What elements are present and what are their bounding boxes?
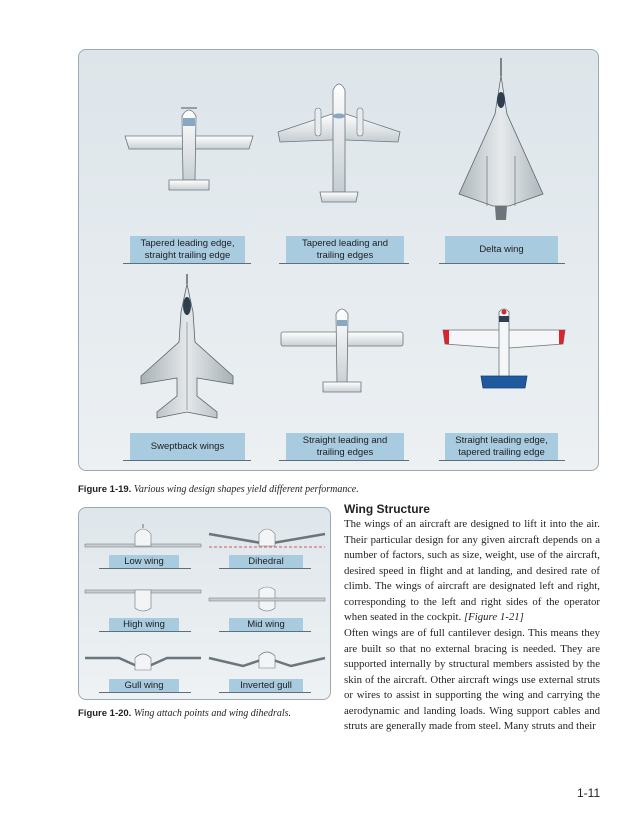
label-underline [99, 568, 191, 569]
tapered-both-edges-aircraft-illustration [274, 80, 404, 210]
figure-caption-text: Wing attach points and wing dihedrals. [133, 708, 292, 719]
inverted-gull-aircraft-illustration [207, 644, 327, 678]
label-underline [99, 692, 191, 693]
straight-edges-aircraft-illustration [277, 308, 407, 408]
label-underline [279, 263, 409, 264]
label-underline [123, 460, 251, 461]
label-high-wing: High wing [109, 618, 179, 631]
mid-wing-aircraft-illustration [207, 582, 327, 616]
label-dihedral: Dihedral [229, 555, 303, 568]
low-wing-aircraft-illustration [83, 522, 203, 556]
paragraph-2 [344, 626, 600, 735]
gull-wing-aircraft-illustration [83, 644, 203, 678]
label-underline [219, 692, 311, 693]
label-straight-leading-and-trailing: Straight leading and trailing edges [286, 433, 404, 460]
figure-1-19-caption [78, 484, 359, 495]
label-tapered-leading-straight-trailing: Tapered leading edge, straight trailing edge [130, 236, 245, 263]
figure-number: Figure 1-20. [78, 708, 132, 719]
label-inverted-gull: Inverted gull [229, 679, 303, 692]
label-underline [99, 631, 191, 632]
label-sweptback-wings: Sweptback wings [130, 433, 245, 460]
figure-1-19-panel [78, 49, 599, 471]
label-underline [123, 263, 251, 264]
figure-caption-text: Various wing design shapes yield different performance. [133, 484, 359, 495]
page-number: 1-11 [577, 786, 601, 800]
figure-number: Figure 1-19. [78, 484, 132, 495]
label-mid-wing: Mid wing [229, 618, 303, 631]
tapered-leading-edge-aircraft-illustration [119, 102, 259, 202]
label-underline [439, 460, 565, 461]
label-underline [219, 568, 311, 569]
sweptback-aircraft-illustration [137, 272, 237, 422]
tapered-trailing-edge-aircraft-illustration [439, 308, 569, 408]
label-underline [439, 263, 565, 264]
label-gull-wing: Gull wing [109, 679, 179, 692]
label-low-wing: Low wing [109, 555, 179, 568]
figure-1-20-caption [78, 708, 291, 719]
paragraph-2-text: Often wings are of full cantilever design. This means they are built so that no external bracing is needed. They are supported internally by structural members assisted by the skin of the aircraft. Other aircraft wings use external struts or wires to assist in supporting the wing and carrying the aerodynamic and landing loads. Wing support cables and struts are generally made from steel. Many struts and their [344, 627, 600, 732]
figure-1-20-panel [78, 507, 331, 700]
delta-wing-aircraft-illustration [451, 56, 551, 226]
dihedral-aircraft-illustration [207, 520, 327, 556]
section-heading: Wing Structure [344, 502, 430, 516]
label-straight-leading-tapered-trailing: Straight leading edge, tapered trailing edge [445, 433, 558, 460]
label-tapered-leading-and-trailing: Tapered leading and trailing edges [286, 236, 404, 263]
label-underline [279, 460, 409, 461]
figure-reference: [Figure 1-21] [463, 611, 524, 623]
paragraph-1-text: The wings of an aircraft are designed to lift it into the air. Their particular design for any given aircraft depends on a number of factors, such as size, weight, use of the aircraft, desired speed in flight and at landing, and desired rate of climb. The wings of aircraft are designated left and right, corresponding to the left and right sides of the operator when seated in the cockpit. [344, 518, 600, 623]
label-delta-wing: Delta wing [445, 236, 558, 263]
high-wing-aircraft-illustration [83, 582, 203, 616]
label-underline [219, 631, 311, 632]
paragraph-1 [344, 517, 600, 626]
